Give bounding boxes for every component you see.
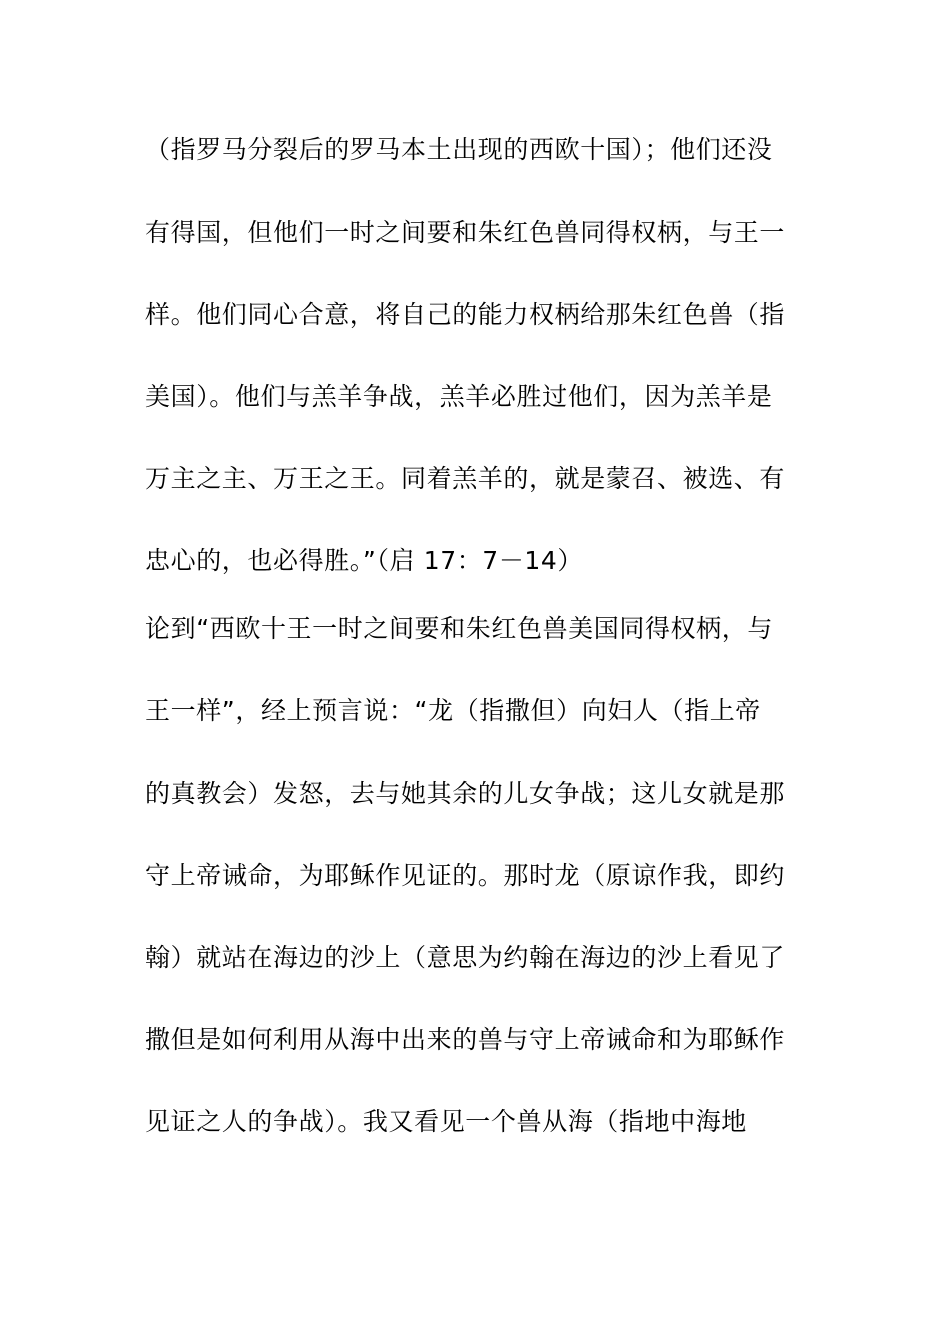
paragraph-2-line-2: 王一样”，经上预言说：“龙（指撒但）向妇人（指上帝 [145, 696, 761, 725]
paragraph-1-line-1: （指罗马分裂后的罗马本土出现的西欧十国）；他们还没 [145, 135, 773, 164]
paragraph-2-line-5: 翰）就站在海边的沙上（意思为约翰在海边的沙上看见了 [145, 943, 786, 972]
paragraph-2-line-1: 论到“西欧十王一时之间要和朱红色兽美国同得权柄，与 [145, 614, 773, 643]
paragraph-1-line-6: 忠心的，也必得胜。”（启 17：7－14） [145, 546, 584, 575]
paragraph-1-line-4: 美国）。他们与羔羊争战，羔羊必胜过他们，因为羔羊是 [145, 382, 773, 411]
paragraph-1-line-3: 样。他们同心合意，将自己的能力权柄给那朱红色兽（指 [145, 300, 786, 329]
paragraph-1-line-2: 有得国，但他们一时之间要和朱红色兽同得权柄，与王一 [145, 218, 786, 247]
paragraph-2-line-4: 守上帝诫命，为耶稣作见证的。那时龙（原谅作我，即约 [145, 861, 786, 890]
paragraph-2-line-3: 的真教会）发怒，去与她其余的儿女争战；这儿女就是那 [145, 779, 786, 808]
paragraph-2-line-6: 撒但是如何利用从海中出来的兽与守上帝诫命和为耶稣作 [145, 1025, 786, 1054]
paragraph-1-line-5: 万主之主、万王之王。同着羔羊的，就是蒙召、被选、有 [145, 464, 786, 493]
paragraph-2-line-7: 见证之人的争战）。我又看见一个兽从海（指地中海地 [145, 1107, 747, 1136]
